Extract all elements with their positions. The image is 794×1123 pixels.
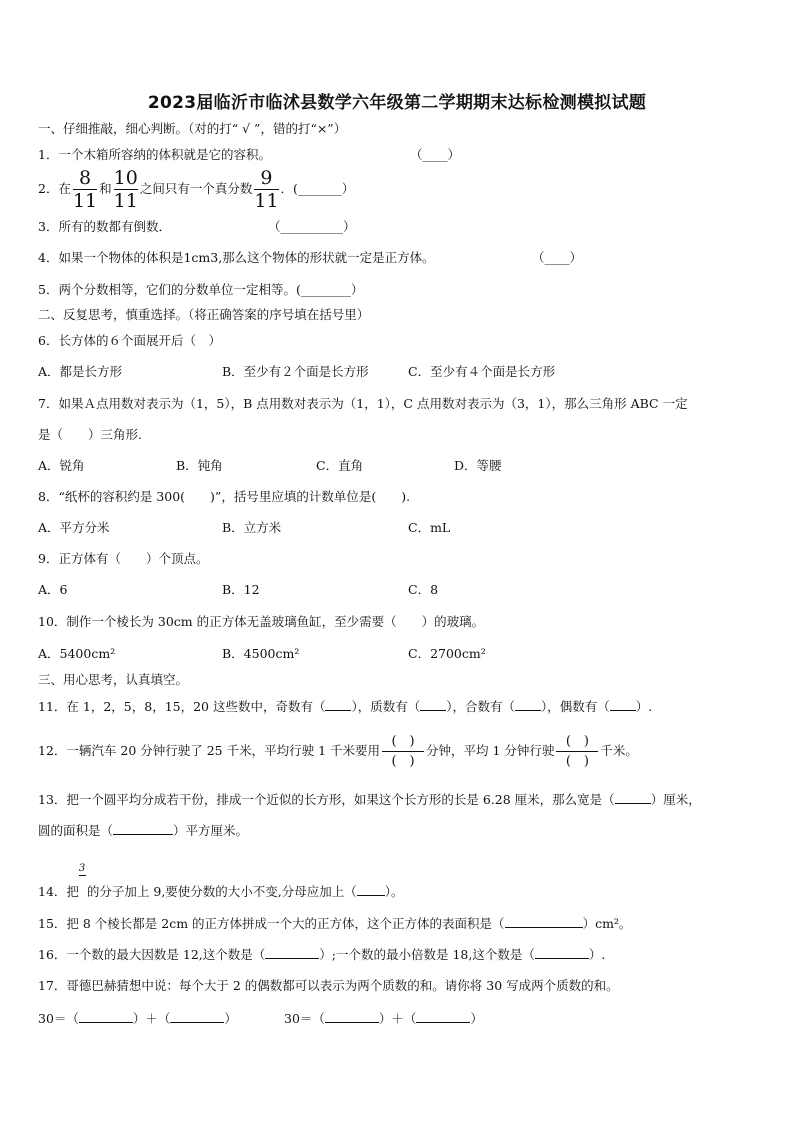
q7-option-c[interactable]: C．直角 xyxy=(316,458,364,473)
answer-blank-q5[interactable]: ________） xyxy=(300,282,364,297)
question-16: 16．一个数的最大因数是 12,这个数是（ ）;一个数的最小倍数是 18,这个数是（ ）. xyxy=(38,947,606,962)
question-17-equation-1: 30＝（ ）＋（ ） xyxy=(38,1011,237,1026)
q6-option-a[interactable]: A．都是长方形 xyxy=(38,364,123,379)
fraction-9-11: $\frac{9}{11}$ xyxy=(254,167,279,212)
q10-option-c[interactable]: C．2700cm² xyxy=(408,646,486,661)
question-7-line-2: 是（ ）三角形. xyxy=(38,427,142,442)
question-8: 8．“纸杯的容积约是 300( )”，括号里应填的计数单位是( ). xyxy=(38,489,411,504)
question-3: 3．所有的数都有倒数． xyxy=(38,219,171,234)
question-1: 1．一个木箱所容纳的体积就是它的容积。 xyxy=(38,147,271,162)
q8-option-a[interactable]: A．平方分米 xyxy=(38,520,110,535)
section-1-heading: 一、仔细推敲，细心判断。（对的打“ √ ”，错的打“×”） xyxy=(38,121,347,136)
fraction-8-11: $\frac{8}{11}$ xyxy=(72,167,98,212)
question-15: 15．把 8 个棱长都是 2cm 的正方体拼成一个大的正方体，这个正方体的表面积是（ ）cm²。 xyxy=(38,916,632,931)
answer-fraction-q12-minutes[interactable]: ( ) ( ) xyxy=(382,733,424,770)
question-13-line-2: 圆的面积是（ ）平方厘米。 xyxy=(38,823,249,838)
answer-blank-q17-b[interactable] xyxy=(170,1010,224,1023)
answer-blank-q15[interactable] xyxy=(505,915,583,928)
q6-option-c[interactable]: C．至少有４个面是长方形 xyxy=(408,364,556,379)
q8-option-c[interactable]: C．mL xyxy=(408,520,451,535)
q9-option-b[interactable]: B．12 xyxy=(222,582,260,597)
answer-blank-q4[interactable]: （____） xyxy=(532,250,583,265)
question-10: 10．制作一个棱长为 30cm 的正方体无盖玻璃鱼缸，至少需要（ ）的玻璃。 xyxy=(38,614,485,629)
q8-option-b[interactable]: B．立方米 xyxy=(222,520,282,535)
question-17: 17．哥德巴赫猜想中说：每个大于 2 的偶数都可以表示为两个质数的和。请你将 30 写成两个质数的和。 xyxy=(38,978,619,993)
answer-blank-q14[interactable] xyxy=(357,883,385,896)
question-11: 11．在 1，2，5，8，15，20 这些数中，奇数有（ ），质数有（ ），合数有（ ），偶数有（ ）. xyxy=(38,699,653,714)
answer-blank-q11-composite[interactable] xyxy=(515,698,541,711)
q9-option-a[interactable]: A．6 xyxy=(38,582,68,597)
q6-option-b[interactable]: B．至少有２个面是长方形 xyxy=(222,364,369,379)
question-4: 4．如果一个物体的体积是1cm3,那么这个物体的形状就一定是正方体。 xyxy=(38,250,435,265)
answer-blank-q11-even[interactable] xyxy=(610,698,636,711)
answer-blank-q2[interactable]: _______） xyxy=(297,181,355,196)
answer-blank-q1[interactable]: （____） xyxy=(410,147,461,162)
section-3-heading: 三、用心思考，认真填空。 xyxy=(38,672,189,687)
q7-option-a[interactable]: A．锐角 xyxy=(38,458,85,473)
q9-option-c[interactable]: C．8 xyxy=(408,582,439,597)
answer-blank-q11-odd[interactable] xyxy=(325,698,351,711)
answer-blank-q3[interactable]: （__________） xyxy=(268,219,356,234)
section-2-heading: 二、反复思考，慎重选择。（将正确答案的序号填在括号里） xyxy=(38,307,370,322)
answer-blank-q13-width[interactable] xyxy=(615,791,651,804)
question-14: 14．把 3 的分子加上 9,要使分数的大小不变,分母应加上（ ）。 xyxy=(38,863,404,899)
answer-blank-q11-prime[interactable] xyxy=(420,698,446,711)
page-title: 2023届临沂市临沭县数学六年级第二学期期末达标检测模拟试题 xyxy=(147,93,647,113)
question-5: 5．两个分数相等，它们的分数单位一定相等。(________） xyxy=(38,282,364,297)
answer-fraction-q12-km[interactable]: ( ) ( ) xyxy=(556,733,598,770)
answer-blank-q16-second[interactable] xyxy=(535,946,589,959)
question-17-equation-2: 30＝（ ）＋（ ） xyxy=(284,1011,483,1026)
question-12: 12．一辆汽车 20 分钟行驶了 25 千米，平均行驶 1 千米要用 ( ) ( ) 分钟，平均 1 分钟行驶 ( ) ( ) 千米。 xyxy=(38,734,638,769)
answer-blank-q17-d[interactable] xyxy=(416,1010,470,1023)
answer-blank-q13-area[interactable] xyxy=(113,822,173,835)
question-13-line-1: 13．把一个圆平均分成若干份，排成一个近似的长方形，如果这个长方形的长是 6.28 厘米，那么宽是（ ）厘米， xyxy=(38,792,701,807)
q7-option-d[interactable]: D．等腰 xyxy=(454,458,502,473)
answer-blank-q16-first[interactable] xyxy=(265,946,319,959)
question-6: 6．长方体的６个面展开后（ ） xyxy=(38,333,221,348)
answer-blank-q17-a[interactable] xyxy=(79,1010,133,1023)
question-2: 2．在 $\frac{8}{11}$ 和 $\frac{10}{11}$ 之间只有一个真分数 $\frac{9}{11}$ ．(_______） xyxy=(38,167,355,212)
answer-blank-q17-c[interactable] xyxy=(325,1010,379,1023)
question-9: 9．正方体有（ ）个顶点。 xyxy=(38,551,209,566)
fraction-10-11: $\frac{10}{11}$ xyxy=(113,167,138,212)
q7-option-b[interactable]: B．钝角 xyxy=(176,458,223,473)
question-7-line-1: 7．如果Ａ点用数对表示为（1，5），B 点用数对表示为（1，1），C 点用数对表示为（3，1），那么三角形 ABC 一定 xyxy=(38,396,688,411)
q10-option-a[interactable]: A．5400cm² xyxy=(38,646,116,661)
q10-option-b[interactable]: B．4500cm² xyxy=(222,646,300,661)
fraction-3-5: 3 xyxy=(78,863,86,874)
